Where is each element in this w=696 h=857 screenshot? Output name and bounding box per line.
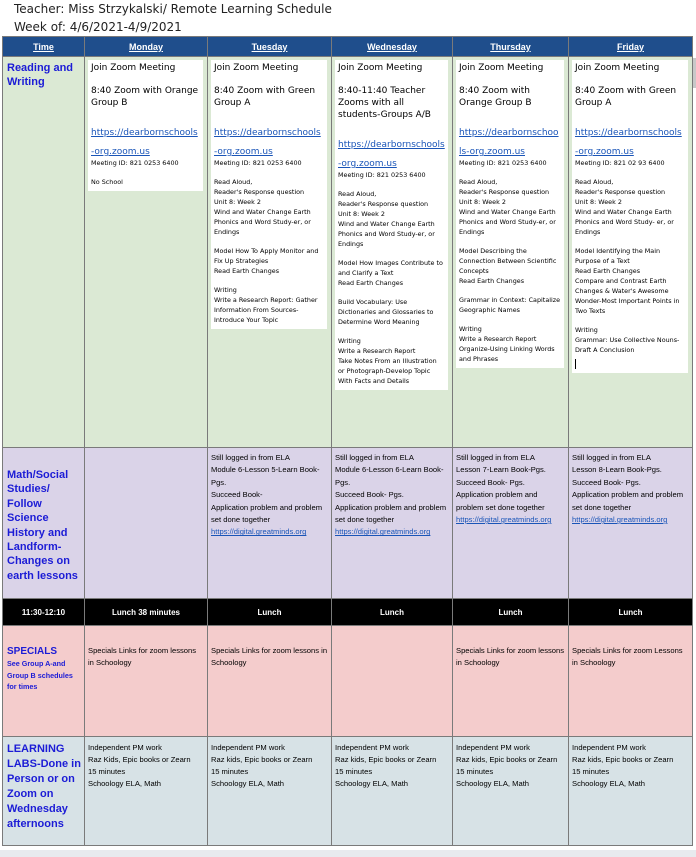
meeting-id: Meeting ID: 821 0253 6400 <box>91 159 179 167</box>
week-label: Week of: 4/6/2021-4/9/2021 <box>14 20 182 34</box>
spacer <box>214 276 324 285</box>
lesson-line: Model Identifying the Main Purpose of a Text <box>575 247 661 265</box>
zoom-meeting-title: Join Zoom Meeting <box>459 63 544 73</box>
spacer <box>214 168 324 177</box>
zoom-session: 8:40 Zoom with Orange Group B <box>91 86 199 108</box>
reading-label-cell <box>3 57 85 448</box>
math-line: Lesson 7-Learn Book-Pgs. <box>456 465 546 475</box>
reading-friday <box>569 57 693 448</box>
labs-line: Raz Kids, Epic books or Zearn <box>88 755 191 764</box>
math-line: Still logged in from ELA <box>572 453 651 462</box>
zoom-meeting-title: Join Zoom Meeting <box>338 63 423 73</box>
spacer <box>459 286 561 295</box>
math-monday <box>85 448 208 599</box>
lesson-line: No School <box>91 178 123 186</box>
meeting-id: Meeting ID: 821 0253 6400 <box>338 171 426 179</box>
labs-line: 15 minutes <box>572 767 610 776</box>
specials-text <box>332 626 452 645</box>
math-tuesday <box>208 448 332 599</box>
lesson-line: Phonics and Word Study-er, or Endings <box>338 230 435 248</box>
zoom-link[interactable]: https://dearbornschools-org.zoom.us <box>91 128 198 157</box>
spacer <box>575 168 685 177</box>
zoom-meeting-title: Join Zoom Meeting <box>91 63 176 73</box>
math-line: Succeed Book- <box>211 490 263 500</box>
reading-label: Reading and Writing <box>7 62 74 88</box>
zoom-link[interactable]: https://dearbornschools-org.zoom.us <box>338 140 445 169</box>
zoom-session: 8:40 Zoom with Green Group A <box>214 86 316 108</box>
lesson-line: Wind and Water Change Earth <box>575 208 672 216</box>
labs-text <box>85 737 207 790</box>
labs-friday <box>569 737 693 846</box>
labs-line: Schoology ELA, Math <box>572 779 646 788</box>
lesson-line: Read Aloud, <box>575 178 614 186</box>
labs-text <box>453 737 568 790</box>
math-line: Still logged in from ELA <box>211 453 290 462</box>
lesson-line: Wind and Water Change Earth <box>214 208 311 216</box>
lesson-line: Writing <box>214 286 237 294</box>
labs-line: Schoology ELA, Math <box>456 779 530 788</box>
lesson-line: Unit 8: Week 2 <box>575 198 622 206</box>
math-label-cell <box>3 448 85 599</box>
lesson-line: Grammar: Use Collective Nouns-Draft A Conclusion <box>575 336 680 354</box>
math-line: Succeed Book- Pgs. <box>572 477 641 487</box>
specials-row <box>3 626 693 737</box>
labs-line: Schoology ELA, Math <box>335 779 409 788</box>
lunch-wednesday: Lunch <box>332 599 453 626</box>
spacer <box>338 288 445 297</box>
lesson-line: Reader's Response question <box>575 188 666 196</box>
lesson-line: Read Earth Changes <box>214 267 280 275</box>
spacer <box>91 168 200 177</box>
zoom-session: 8:40 Zoom with Orange Group B <box>459 86 532 108</box>
lesson-line: Build Vocabulary: Use Dictionaries and Glossaries to Determine Word Meaning <box>338 298 434 326</box>
zoom-link[interactable]: https://dearbornschools-org.zoom.us <box>214 128 321 157</box>
meeting-id: Meeting ID: 821 0253 6400 <box>459 159 547 167</box>
specials-label-cell <box>3 626 85 737</box>
lesson-line: Phonics and Word Study- er, or Endings <box>575 218 674 236</box>
lesson-line: Unit 8: Week 2 <box>214 198 261 206</box>
lesson-line: Wind and Water Change Earth <box>459 208 556 216</box>
lesson-line: Phonics and Word Study-er, or Endings <box>214 218 311 236</box>
lunch-time: 11:30-12:10 <box>3 599 85 626</box>
labs-thursday <box>453 737 569 846</box>
text-cursor <box>575 359 685 369</box>
spacer <box>459 237 561 246</box>
lesson-line: Write a Research Report <box>338 347 416 355</box>
labs-tuesday <box>208 737 332 846</box>
math-line: Application problem and problem set done together <box>335 502 447 525</box>
labs-text <box>208 737 331 790</box>
math-row <box>3 448 693 599</box>
col-friday[interactable]: Friday <box>569 37 693 57</box>
reading-monday <box>85 57 208 448</box>
greatminds-link[interactable]: https://digital.greatminds.org <box>211 527 307 537</box>
math-line: Still logged in from ELA <box>456 453 535 462</box>
labs-monday <box>85 737 208 846</box>
meeting-id: Meeting ID: 821 02 93 6400 <box>575 159 665 167</box>
lesson-line: Reader's Response question <box>214 188 305 196</box>
specials-wednesday <box>332 626 453 737</box>
math-thursday <box>453 448 569 599</box>
specials-text: Specials Links for zoom Lessons in Schoology <box>572 646 683 667</box>
lunch-row <box>3 599 693 626</box>
labs-line: Raz kids, Epic books or Zearn <box>572 755 674 764</box>
header-row <box>3 37 693 57</box>
math-text <box>332 448 452 539</box>
spacer <box>575 316 685 325</box>
lesson-line: Compare and Contrast Earth Changes & Water's Awesome Wonder-Most Important Points in Two Texts <box>575 277 680 315</box>
specials-label-block <box>3 626 84 693</box>
lesson-line: Phonics and Word Study-er, or Endings <box>459 218 556 236</box>
greatminds-link[interactable]: https://digital.greatminds.org <box>572 515 668 525</box>
math-line: Application problem and problem set done together <box>572 490 684 512</box>
lesson-line: Write a Research Report Organize-Using Linking Words and Phrases <box>459 335 555 363</box>
lesson-line: Read Aloud, <box>214 178 253 186</box>
lesson-line: Model How To Apply Monitor and Fix Up Strategies <box>214 247 319 265</box>
math-line: Application problem and problem set done together <box>211 502 323 525</box>
zoom-card <box>572 60 688 373</box>
lesson-line: Model Describing the Connection Between Scientific Concepts <box>459 247 557 275</box>
math-line: Lesson 8-Learn Book-Pgs. <box>572 465 662 475</box>
lunch-thursday: Lunch <box>453 599 569 626</box>
zoom-link[interactable]: https://dearbornschools-org.zoom.us <box>459 128 559 157</box>
labs-line: Independent PM work <box>456 743 530 752</box>
specials-text: Specials Links for zoom lessons in Schoology <box>88 646 197 667</box>
lesson-line: Read Earth Changes <box>338 279 404 287</box>
labs-label: LEARNING LABS-Done in Person or on Zoom on Wednesday afternoons <box>7 743 81 830</box>
lesson-line: Writing <box>338 337 361 345</box>
labs-line: 15 minutes <box>456 767 494 776</box>
lesson-line: Read Aloud, <box>338 190 377 198</box>
specials-thursday <box>453 626 569 737</box>
zoom-meeting-title: Join Zoom Meeting <box>575 63 660 73</box>
lesson-line: Writing <box>459 325 482 333</box>
lesson-line: Write a Research Report: Gather Information From Sources-Introduce Your Topic <box>214 296 318 324</box>
zoom-card <box>335 60 448 390</box>
labs-line: Raz kids, Epic books or Zearn <box>211 755 313 764</box>
col-thursday[interactable]: Thursday <box>453 37 569 57</box>
spacer <box>338 180 445 189</box>
reading-thursday <box>453 57 569 448</box>
lesson-line: Read Earth Changes <box>575 267 641 275</box>
labs-line: Independent PM work <box>211 743 285 752</box>
lesson-line: Unit 8: Week 2 <box>338 210 385 218</box>
col-monday[interactable]: Monday <box>85 37 208 57</box>
math-line: Application problem and problem set done together <box>456 490 545 512</box>
math-line: Still logged in from ELA <box>335 453 414 462</box>
specials-text: Specials Links for zoom lessons in Schoology <box>456 646 565 667</box>
meeting-id: Meeting ID: 821 0253 6400 <box>214 159 302 167</box>
zoom-card <box>88 60 203 191</box>
lesson-line: Take Notes From an Illustration or Photograph-Develop Topic With Facts and Details <box>338 357 437 385</box>
lesson-line: Wind and Water Change Earth <box>338 220 435 228</box>
labs-line: Independent PM work <box>88 743 162 752</box>
lesson-line: Read Earth Changes <box>459 277 525 285</box>
math-wednesday <box>332 448 453 599</box>
greatminds-link[interactable]: https://digital.greatminds.org <box>335 527 431 537</box>
col-tuesday[interactable]: Tuesday <box>208 37 332 57</box>
lunch-friday: Lunch <box>569 599 693 626</box>
labs-line: Schoology ELA, Math <box>211 779 285 788</box>
spacer <box>338 327 445 336</box>
labs-row <box>3 737 693 846</box>
math-text <box>453 448 568 526</box>
reading-wednesday <box>332 57 453 448</box>
specials-tuesday <box>208 626 332 737</box>
zoom-link[interactable]: https://dearbornschools-org.zoom.us <box>575 128 682 157</box>
zoom-meeting-title: Join Zoom Meeting <box>214 63 299 73</box>
zoom-card <box>211 60 327 329</box>
teacher-title: Teacher: Miss Strzykalski/ Remote Learning Schedule <box>14 2 332 16</box>
math-friday <box>569 448 693 599</box>
specials-label: SPECIALS <box>7 646 58 657</box>
lunch-monday: Lunch 38 minutes <box>85 599 208 626</box>
math-line: Succeed Book- Pgs. <box>456 477 525 487</box>
specials-sublabel: See Group A-and Group B schedules for times <box>7 659 73 691</box>
lunch-tuesday: Lunch <box>208 599 332 626</box>
reading-tuesday <box>208 57 332 448</box>
bottom-bar <box>0 850 696 857</box>
labs-label-cell <box>3 737 85 846</box>
labs-line: Schoology ELA, Math <box>88 779 162 788</box>
labs-text <box>332 737 452 790</box>
specials-friday <box>569 626 693 737</box>
lesson-line: Grammar in Context: Capitalize Geographic Names <box>459 296 561 314</box>
labs-line: Raz kids, Epic books or Zearn <box>335 755 437 764</box>
math-text <box>569 448 692 526</box>
labs-line: 15 minutes <box>335 767 373 776</box>
labs-line: Raz kids, Epic books or Zearn <box>456 755 558 764</box>
specials-text: Specials Links for zoom lessons in Schoology <box>211 646 328 667</box>
zoom-card <box>456 60 564 368</box>
zoom-session: 8:40 Zoom with Green Group A <box>575 86 677 108</box>
labs-line: Independent PM work <box>335 743 409 752</box>
math-line: Succeed Book- Pgs. <box>335 490 404 500</box>
col-wednesday[interactable]: Wednesday <box>332 37 453 57</box>
lesson-line: Writing <box>575 326 598 334</box>
math-text <box>208 448 331 539</box>
math-line: Module 6-Lesson 6-Learn Book-Pgs. <box>335 465 444 487</box>
spacer <box>459 168 561 177</box>
spacer <box>459 315 561 324</box>
lesson-line: Reader's Response question <box>459 188 550 196</box>
col-time[interactable]: Time <box>3 37 85 57</box>
lesson-line: Unit 8: Week 2 <box>459 198 506 206</box>
spacer <box>575 237 685 246</box>
spacer <box>338 249 445 258</box>
spacer <box>214 237 324 246</box>
zoom-session: 8:40-11:40 Teacher Zooms with all students-Groups A/B <box>338 86 431 120</box>
labs-text <box>569 737 692 790</box>
labs-line: 15 minutes <box>88 767 126 776</box>
lesson-line: Read Aloud, <box>459 178 498 186</box>
lesson-line: Reader's Response question <box>338 200 429 208</box>
greatminds-link[interactable]: https://digital.greatminds.org <box>456 515 552 525</box>
math-label: Math/Social Studies/ Follow Science History and Landform-Changes on earth lessons <box>7 469 78 582</box>
labs-line: Independent PM work <box>572 743 646 752</box>
labs-line: 15 minutes <box>211 767 249 776</box>
lesson-line: Model How Images Contribute to and Clarify a Text <box>338 259 443 277</box>
specials-monday <box>85 626 208 737</box>
math-line: Module 6-Lesson 5-Learn Book-Pgs. <box>211 465 320 487</box>
reading-row <box>3 57 693 448</box>
schedule-table <box>2 36 693 846</box>
labs-wednesday <box>332 737 453 846</box>
